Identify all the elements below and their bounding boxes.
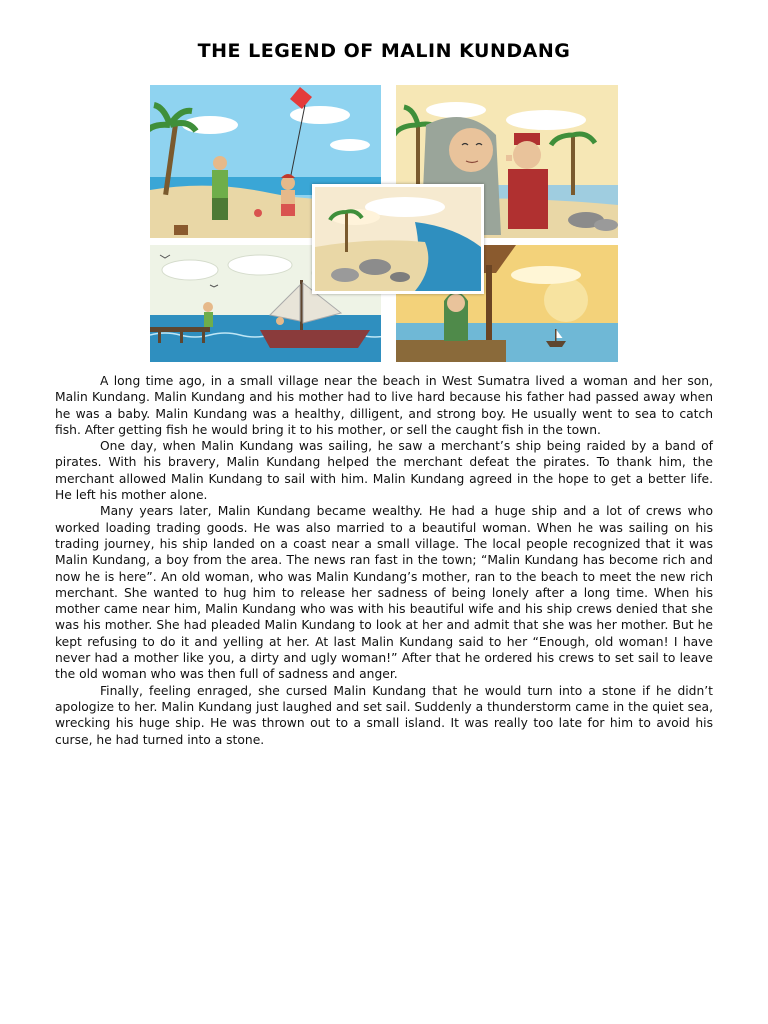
story-paragraph-2: One day, when Malin Kundang was sailing, he saw a merchant’s ship being raided by a band of pirates. With his bravery, Malin Kundang helped the merchant defeat the pirates. To thank him, the merchant allowed Malin Kundang to sail with him. Malin Kundang agreed in the hope to get a better life. He left his mother alone. xyxy=(55,439,713,503)
story-paragraph-1: A long time ago, in a small village near the beach in West Sumatra lived a woman and her son, Malin Kundang. Malin Kundang and his mother had to live hard because his father had passed away when he was a baby. Malin Kundang was a healthy, dilligent, and strong boy. He usually went to sea to catch fish. After getting fish he would bring it to his mother, or sell the caught fish in the town. xyxy=(55,374,713,437)
story-paragraph-4: Finally, feeling enraged, she cursed Malin Kundang that he would turn into a stone if he didn’t apologize to her. Malin Kundang just laughed and set sail. Suddenly a thunderstorm came in the quiet sea, wrecking his huge ship. He was thrown out to a small island. It was really too late for him to avoid his curse, he had turned into a stone. xyxy=(55,683,713,747)
stone-island-illustration xyxy=(312,184,484,294)
story-paragraph-3: Many years later, Malin Kundang became wealthy. He had a huge ship and a lot of crews who worked loading trading goods. He was also married to a beautiful woman. When he was sailing on his trading journey, his ship landed on a coast near a small village. The local people recognized that it was Malin Kundang, a boy from the area. The news ran fast in the town; “Malin Kundang has become rich and now he is here”. An old woman, who was Malin Kundang’s mother, ran to the beach to meet the new rich merchant. She wanted to hug him to release her sadness of being lonely after a long time. When his mother came near him, Malin Kundang who was with his beautiful wife and his ship crews denied that she was his mother. She had pleaded Malin Kundang to look at her and admit that she was her mother. But he kept refusing to do it and yelling at her. At last Malin Kundang said to her “Enough, old woman! I have never had a mother like you, a dirty and ugly woman!” After that he ordered his crews to set sail to leave the old woman who was then full of sadness and anger. xyxy=(55,504,713,682)
story-text xyxy=(55,373,713,748)
page-title: THE LEGEND OF MALIN KUNDANG xyxy=(197,40,571,62)
